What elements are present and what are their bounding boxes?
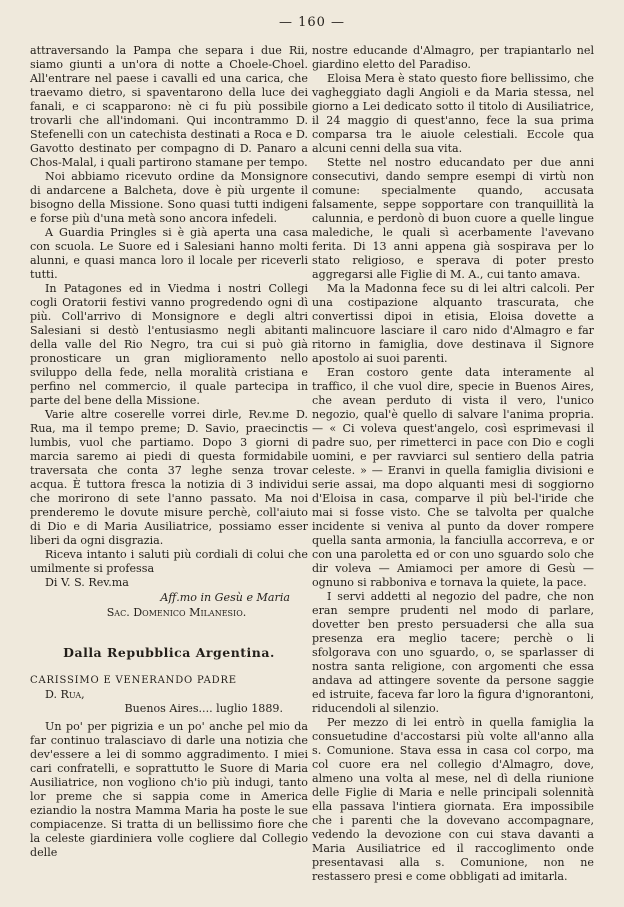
paragraph: Eloisa Mera è stato questo fiore bellissimo, che vagheggiato dagli Angioli e da Maria stessa, nel giorno a Lei dedicato sotto il titolo di Ausiliatrice, il 24 maggio di quest'anno, fece la sua prima comparsa tra le aiuole celestiali. Eccole qua alcuni cenni della sua vita. (312, 72, 594, 155)
paragraph: I servi addetti al negozio del padre, che non eran sempre prudenti nel modo di parlare, dovetter ben presto persuadersi che alla sua presenza era meglio tacere; perchè o li sfolgorava con uno sguardo, o, se sparlasser di nostra santa religione, con argomenti che essa andava ad attingere sovente da persone saggie ed istruite, faceva far loro la figura d'ignorantoni, riducendoli al silenzio. (312, 590, 594, 715)
paragraph: A Guardia Pringles si è già aperta una casa con scuola. Le Suore ed i Salesiani hanno molti alunni, e quasi manca loro il locale per riceverli tutti. (30, 226, 308, 281)
letter-closing: Di V. S. Rev.ma (45, 576, 129, 589)
paragraph: attraversando la Pampa che separa i due Rii, siamo giunti a un'ora di notte a Choele-Choel. All'entrare nel paese i cavalli ed una carica, che traevamo dietro, si spaventarono della luce dei fanali, e ci scapparono: nè ci fu più possibile trovarli che all'indomani. Qui incontrammo D. Stefenelli con un catechista destinati a Roca e D. Gavotto destinato per compagno di D. Panaro a Chos-Malal, i quali partirono stamane per tempo. (30, 44, 308, 169)
section-title: Dalla Repubblica Argentina. (63, 645, 275, 660)
page-number: — 160 — (278, 15, 346, 30)
letter-dateline: Buenos Aires.... luglio 1889. (124, 702, 283, 715)
paragraph: Riceva intanto i saluti più cordiali di colui che umilmente si professa (30, 548, 308, 575)
paragraph: nostre educande d'Almagro, per trapiantarlo nel giardino eletto del Paradiso. (312, 44, 594, 71)
letter-signature: Aff.mo in Gesù e Maria (160, 591, 290, 604)
paragraph: Un po' per pigrizia e un po' anche pel mio da far continuo tralasciavo di darle una notizia che dev'essere a lei di sommo aggradimento. I miei cari confratelli, e soprattutto le Suore di Maria Ausiliatrice, non vogliono ch'io più indugi, tanto lor preme che si sappia come in America eziandio la nostra Mamma Maria ha poste le sue compiacenze. Si tratta di un bellissimo fiore che la celeste giardiniera volle cogliere dal Collegio delle (30, 720, 308, 859)
left-column (30, 44, 308, 860)
right-column (312, 44, 594, 884)
paragraph: Stette nel nostro educandato per due anni consecutivi, dando sempre esempi di virtù non comune: specialmente quando, accusata falsamente, seppe sopportare con tranquillità la calunnia, e perdonò di buon cuore a quelle lingue malediche, le quali sì acerbamente l'avevano ferita. Di 13 anni appena già sospirava per lo stato religioso, e sperava di poter presto aggregarsi alle Figlie di M. A., cui tanto amava. (312, 156, 594, 281)
paragraph: Varie altre coserelle vorrei dirle, Rev.me D. Rua, ma il tempo preme; D. Savio, praecinctis lumbis, vuol che partiamo. Dopo 3 giorni di marcia saremo ai piedi di questa formidabile traversata che conta 37 leghe senza trovar acqua. È tuttora fresca la notizia di 3 individui che morirono di sete l'anno passato. Ma noi prenderemo le dovute misure perchè, coll'aiuto di Dio e di Maria Ausiliatrice, possiamo esser liberi da ogni disgrazia. (30, 408, 308, 547)
paragraph: Noi abbiamo ricevuto ordine da Monsignore di andarcene a Balcheta, dove è più urgente il bisogno della Missione. Sono quasi tutti indigeni e forse più d'una metà sono ancora infedeli. (30, 170, 308, 225)
letter-salutation: CARISSIMO E VENERANDO PADRE (30, 675, 237, 686)
paragraph: In Patagones ed in Viedma i nostri Collegi cogli Oratorii festivi vanno progredendo ogni dì più. Coll'arrivo di Monsignore e degli altri Salesiani si destò l'entusiasmo negli abitanti della valle del Rio Negro, tra cui si può già pronosticare un gran miglioramento nello sviluppo della fede, nella moralità cristiana e perfino nel commercio, il quale partecipa in parte del bene della Missione. (30, 282, 308, 407)
letter-signer: Sac. Domenico Milanesio. (106, 606, 247, 619)
paragraph: Eran costoro gente data interamente al traffico, il che vuol dire, specie in Buenos Aires, che avean perduto di vista il vero, l'unico negozio, qual'è quello di salvare l'anima propria. — « Ci voleva quest'angelo, così esprimevasi il padre suo, per rimetterci in pace con Dio e cogli uomini, e per ravviarci sul sentiero della patria celeste. » — Eranvi in quella famiglia divisioni e serie assai, ma dopo alquanti mesi di soggiorno d'Eloisa in casa, comparve il più bel-l'iride che mai si fosse visto. Che se talvolta per qualche incidente si veniva al punto da dover rompere quella santa armonia, la fanciulla accorreva, e or con una paroletta ed or con uno sguardo solo che dir voleva — Amiamoci per amore di Gesù — ognuno si rabboniva e tornava la quiete, la pace. (312, 366, 594, 589)
letter-addressee: D. Rua, (45, 688, 85, 701)
paragraph: Per mezzo di lei entrò in quella famiglia la consuetudine d'accostarsi più volte all'anno alla s. Comunione. Stava essa in casa col corpo, ma col cuore era nel collegio d'Almagro, dove, almeno una volta al mese, nel dì della riunione delle Figlie di Maria e nelle principali solennità ella passava l'intiera giornata. Era impossibile che i parenti che la dovevano accompagnare, vedendo la devozione con cui stava davanti a Maria Ausiliatrice ed il raccoglimento onde presentavasi alla s. Comunione, non ne restassero presi e come obbligati ad imitarla. (312, 716, 594, 883)
paragraph: Ma la Madonna fece su di lei altri calcoli. Per una costipazione alquanto trascurata, che convertissi dipoi in etisia, Eloisa dovette a malincuore lasciare il caro nido d'Almagro e far ritorno in famiglia, dove destinava il Signore apostolo ai suoi parenti. (312, 282, 594, 365)
